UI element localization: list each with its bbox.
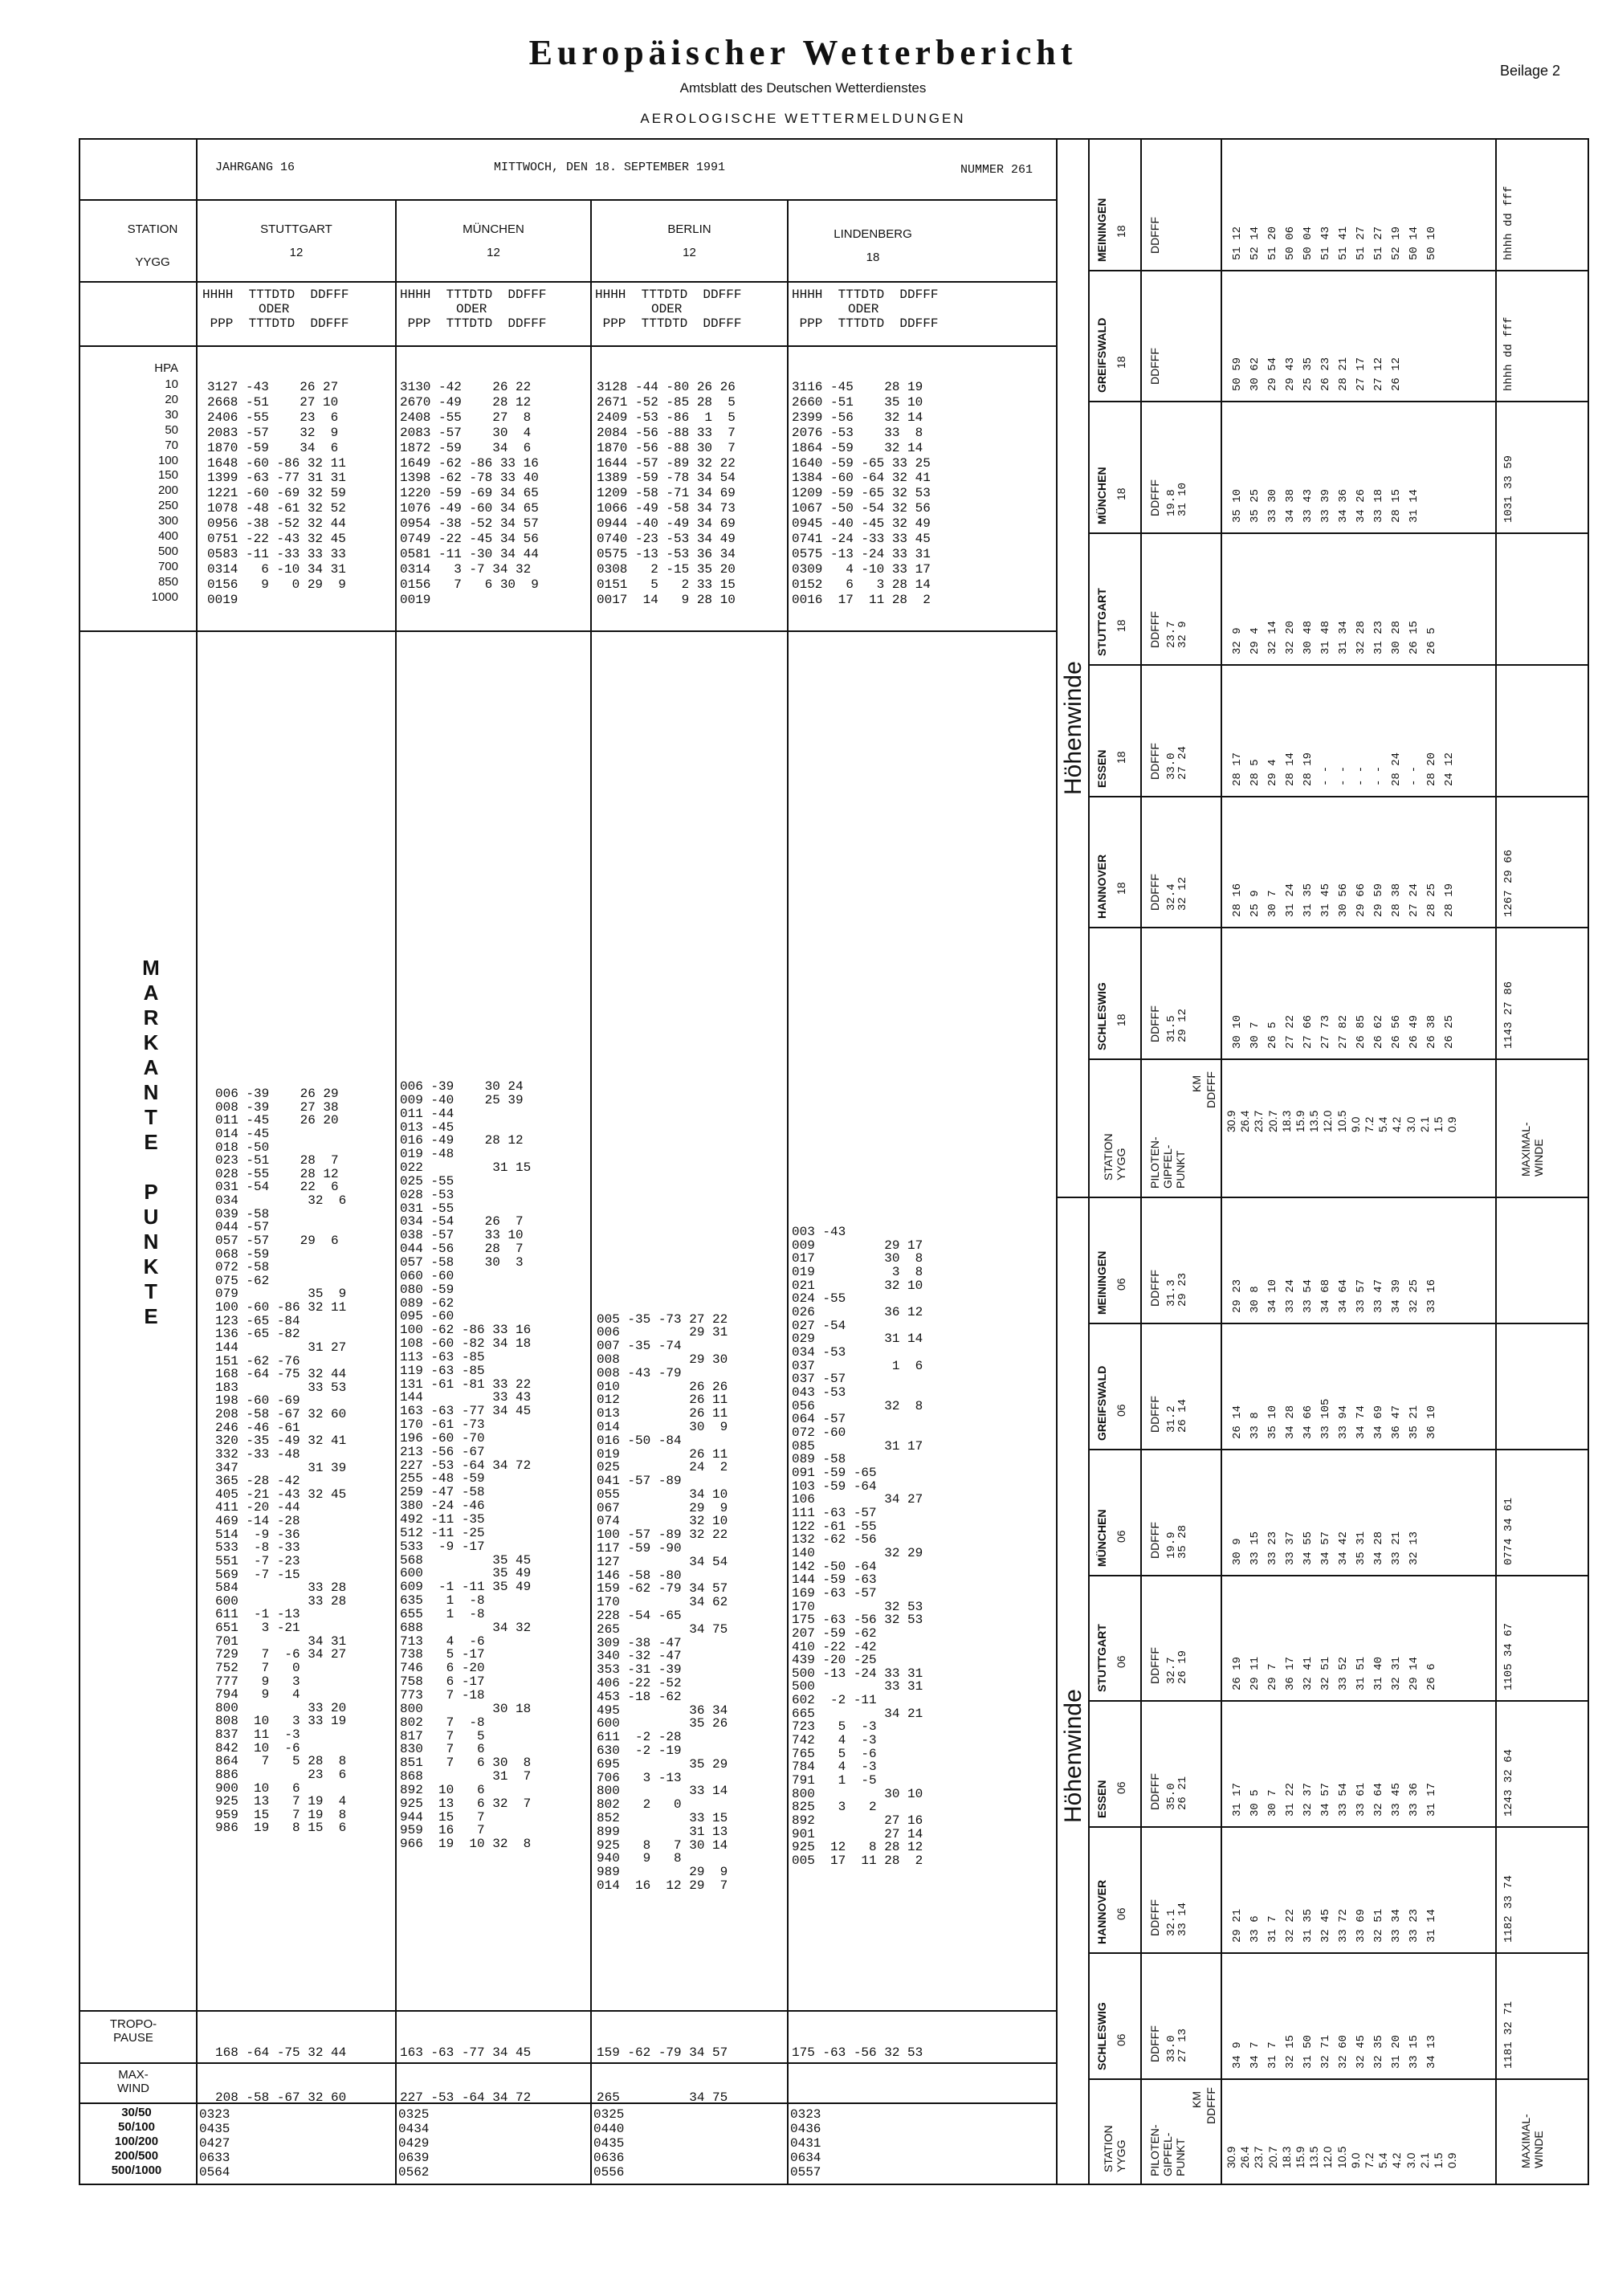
hoehenwinde-label: Höhenwinde: [1060, 661, 1086, 795]
ddfff-label: DDFFF: [1148, 1005, 1161, 1042]
ddfff-label: DDFFF: [1148, 1270, 1161, 1307]
hoehenwinde-label: Höhenwinde: [1060, 1689, 1086, 1823]
station-name: GREIFSWALD: [1095, 317, 1108, 393]
station-name: ESSEN: [1095, 1780, 1108, 1818]
markante-punkte-label: M A R K A N T E P U N K T E: [142, 956, 160, 1328]
tropopause-data: 168 -64 -75 32 44: [215, 2045, 347, 2060]
station-name: SCHLESWIG: [1095, 2002, 1108, 2070]
station-yygg: 18: [1115, 225, 1127, 238]
ddfff-label: DDFFF: [1148, 479, 1161, 516]
station-yygg: 06: [1115, 1404, 1127, 1417]
maxwind-data: 227 -53 -64 34 72: [400, 2090, 532, 2105]
report-subtitle: Amtsblatt des Deutschen Wetterdienstes: [679, 80, 927, 96]
layer-thickness-data: 0323 0436 0431 0634 0557: [790, 2107, 821, 2180]
max-wind-data: 1143 27 86: [1502, 981, 1515, 1049]
altitude-scale: 30.9 26.4 23.7 20.7 18.3 15.9 13.5 12.0 10.5 9.0 7.2 5.4 4.2 3.0 2.1 1.5 0.9: [1225, 1110, 1459, 1132]
wind-profile-data: 29 21 33 6 31 7 32 22 31 35 32 45 33 72 33 69 32 51 33 34 33 23 31 14: [1231, 1908, 1438, 1943]
station-yygg: 18: [1115, 882, 1127, 895]
significant-points-data: 006 -39 30 24 009 -40 25 39 011 -44 013 -45 016 -49 28 12 019 -48 022 31 15 025 -55 028 -53 031 -55 034 -54 26 7 038 -57 33 10 044 -56 28 7 057 -58 30 3 060 -60 080 -59 089 -62 095 -60 100 -62 -86 33 16 108 -60 -82 34 18 113 -63 -85 119 -63 -85 131 -61 -81 33 22 144 33 43 163 -63 -77 34 45 170 -61 -73 196 -60 -70 213 -56 -67 227 -53 -64 34 72 255 -48 -59 259 -47 -58 380 -24 -46 492 -11 -35 512 -11 -25 533 -9 -17 568 35 45 600 35 49 609 -1 -11 35 49 635 1 -8 655 1 -8 688 34 32 713 4 -6 738 5 -17 746 6 -20 758 6 -17 773 7 -18 800 30 18 802 7 -8 817 7 5 830 7 6 851 7 6 30 8 868 31 7 892 10 6 925 13 6 32 7 944 15 7 959 16 7 966 19 10 32 8: [400, 1079, 532, 1852]
maximal-winde-header: MAXIMAL- WINDE: [1519, 1122, 1545, 1177]
wind-profile-data: 32 9 29 4 32 14 32 20 30 48 31 48 31 34 32 28 31 23 30 28 26 15 26 5: [1231, 620, 1438, 655]
layer-labels: 30/50 50/100 100/200 200/500 500/1000: [111, 2106, 162, 2177]
pilot-peak-data: 19.8 31 10: [1165, 482, 1189, 516]
layer-thickness-data: 0325 0434 0429 0639 0562: [398, 2107, 430, 2180]
ddfff-label: DDFFF: [1148, 1773, 1161, 1810]
station-yygg: 06: [1115, 1530, 1127, 1543]
station-label: STATION: [127, 222, 178, 236]
layer-thickness-data: 0323 0435 0427 0633 0564: [199, 2107, 230, 2180]
ddfff-label: DDFFF: [1148, 1899, 1161, 1936]
station-name: BERLIN: [667, 222, 711, 236]
station-yygg: 06: [1115, 1907, 1127, 1920]
column-codes: HHHH TTTDTD DDFFF ODER PPP TTTDTD DDFFF: [202, 288, 349, 331]
layer-thickness-data: 0325 0440 0435 0636 0556: [593, 2107, 625, 2180]
standard-levels-data: 3127 -43 26 27 2668 -51 27 10 2406 -55 23 6 2083 -57 32 9 1870 -59 34 6 1648 -60 -86 32 11 1399 -63 -77 31 31 1221 -60 -69 32 59 1078 -48 -61 32 52 0956 -38 -52 32 44 0751 -22 -43 32 45 0583 -11 -33 33 33 0314 6 -10 34 31 0156 9 0 29 9 0019: [207, 380, 346, 607]
pilot-peak-header: PILOTEN- GIPFEL- PUNKT: [1148, 1136, 1187, 1189]
station-yygg: 18: [1115, 751, 1127, 764]
maxwind-data: 208 -58 -67 32 60: [215, 2090, 347, 2105]
ddfff-label: DDFFF: [1148, 1522, 1161, 1559]
station-yygg: 06: [1115, 1278, 1127, 1291]
pilot-peak-data: 32.1 33 14: [1165, 1902, 1189, 1936]
max-wind-data: hhhh dd fff: [1502, 186, 1515, 260]
tropopause-data: 163 -63 -77 34 45: [400, 2045, 532, 2060]
tropopause-data: 159 -62 -79 34 57: [597, 2045, 728, 2060]
ddfff-label: DDFFF: [1148, 743, 1161, 780]
section-title: AEROLOGISCHE WETTERMELDUNGEN: [640, 111, 966, 126]
column-codes: HHHH TTTDTD DDFFF ODER PPP TTTDTD DDFFF: [400, 288, 547, 331]
station-name: HANNOVER: [1095, 1879, 1108, 1944]
ddfff-label: DDFFF: [1148, 1647, 1161, 1684]
issue-number: NUMMER 261: [960, 163, 1033, 177]
maximal-winde-header: MAXIMAL- WINDE: [1519, 2114, 1545, 2168]
pilot-peak-data: 33.0 27 13: [1165, 2028, 1189, 2062]
max-wind-data: 1243 32 64: [1502, 1748, 1515, 1817]
station-name: SCHLESWIG: [1095, 982, 1108, 1050]
ddfff-label: DDFFF: [1148, 2025, 1161, 2062]
max-wind-data: 1181 32 71: [1502, 2000, 1515, 2069]
station-name: HANNOVER: [1095, 854, 1108, 919]
standard-levels-data: 3128 -44 -80 26 26 2671 -52 -85 28 5 2409 -53 -86 1 5 2084 -56 -88 33 7 1870 -56 -88 30 7 1644 -57 -89 32 22 1389 -59 -78 34 54 1209 -58 -71 34 69 1066 -49 -58 34 73 0944 -40 -49 34 69 0740 -23 -53 34 49 0575 -13 -53 36 34 0308 2 -15 35 20 0151 5 2 33 15 0017 14 9 28 10: [597, 380, 736, 607]
pilot-peak-data: 31.5 29 12: [1165, 1008, 1189, 1042]
max-wind-data: 1031 33 59: [1502, 455, 1515, 523]
maxwind-data: 265 34 75: [597, 2090, 728, 2105]
wind-profile-data: 51 12 52 14 51 20 50 06 50 04 51 43 51 41 51 27 51 27 52 19 50 14 50 10: [1231, 226, 1438, 260]
ddfff-label: DDFFF: [1148, 611, 1161, 648]
station-yygg-header: STATION YYGG: [1102, 2125, 1127, 2172]
wind-profile-data: 28 17 28 5 29 4 28 14 28 19 - - - - - - - - 28 24 - - 28 20 24 12: [1231, 752, 1456, 786]
station-name: STUTTGART: [1095, 1624, 1108, 1692]
station-yygg: 06: [1115, 1781, 1127, 1794]
station-yygg: 06: [1115, 1655, 1127, 1668]
wind-profile-data: 31 17 30 5 30 7 31 22 32 37 34 57 33 54 33 61 32 64 33 45 33 36 31 17: [1231, 1782, 1438, 1817]
pilot-peak-data: 35.0 26 21: [1165, 1776, 1189, 1810]
standard-levels-data: 3116 -45 28 19 2660 -51 35 10 2399 -56 32 14 2076 -53 33 8 1864 -59 32 14 1640 -59 -65 33 25 1384 -60 -64 32 41 1209 -59 -65 32 53 1067 -50 -54 32 56 0945 -40 -45 32 49 0741 -24 -33 33 45 0575 -13 -24 33 31 0309 4 -10 33 17 0152 6 3 28 14 0016 17 11 28 2: [792, 380, 931, 607]
km-label: KM: [1190, 1075, 1203, 1092]
ddfff-label: DDFFF: [1148, 874, 1161, 911]
station-name: MÜNCHEN: [1095, 1509, 1108, 1567]
station-name: GREIFSWALD: [1095, 1365, 1108, 1441]
station-name: ESSEN: [1095, 749, 1108, 788]
station-name: LINDENBERG: [834, 227, 912, 241]
supplement-label: Beilage 2: [1500, 63, 1561, 79]
max-wind-data: 1105 34 67: [1502, 1622, 1515, 1690]
station-yygg-header: STATION YYGG: [1102, 1133, 1127, 1181]
ddfff-label: DDFFF: [1148, 1396, 1161, 1433]
ddfff-label: DDFFF: [1148, 348, 1161, 385]
ddfff-label: DDFFF: [1204, 2087, 1217, 2124]
wind-profile-data: 26 19 29 11 29 7 36 17 32 41 32 51 33 52 31 51 31 40 32 31 29 14 26 6: [1231, 1656, 1438, 1690]
ddfff-label: DDFFF: [1204, 1071, 1217, 1108]
maxwind-label: MAX- WIND: [117, 2068, 149, 2095]
station-yygg: 18: [1115, 356, 1127, 369]
pilot-peak-header: PILOTEN- GIPFEL- PUNKT: [1148, 2124, 1187, 2176]
wind-profile-data: 28 16 25 9 30 7 31 24 31 35 31 45 30 56 29 66 29 59 28 38 27 24 28 25 28 19: [1231, 883, 1456, 917]
km-label: KM: [1190, 2091, 1203, 2108]
station-yygg: 12: [683, 246, 696, 259]
max-wind-data: 1267 29 66: [1502, 849, 1515, 917]
station-yygg: 18: [1115, 1013, 1127, 1026]
station-name: MÜNCHEN: [463, 222, 524, 236]
column-codes: HHHH TTTDTD DDFFF ODER PPP TTTDTD DDFFF: [792, 288, 939, 331]
wind-profile-data: 30 9 33 15 33 23 33 37 34 55 34 57 34 42 35 31 34 28 33 21 32 13: [1231, 1531, 1421, 1565]
date-label: MITTWOCH, DEN 18. SEPTEMBER 1991: [494, 161, 726, 174]
pilot-peak-data: 23.7 32 9: [1165, 621, 1189, 648]
report-title: Europäischer Wetterbericht: [528, 33, 1078, 72]
station-name: MEININGEN: [1095, 1250, 1108, 1315]
wind-profile-data: 34 9 34 7 31 7 32 15 31 50 32 71 32 60 32 45 32 35 31 20 33 15 34 13: [1231, 2034, 1438, 2069]
station-yygg: 12: [487, 246, 500, 259]
wind-profile-data: 29 23 30 8 34 10 33 24 33 54 34 68 34 64 33 57 33 47 34 39 32 25 33 16: [1231, 1279, 1438, 1313]
station-name: MEININGEN: [1095, 198, 1108, 262]
pilot-peak-data: 31.3 29 23: [1165, 1272, 1189, 1307]
wind-profile-data: 30 10 30 7 26 5 27 22 27 66 27 73 27 82 26 85 26 62 26 56 26 49 26 38 26 25: [1231, 1014, 1456, 1049]
hpa-label: HPA: [154, 361, 178, 375]
wind-profile-data: 35 10 35 25 33 30 34 38 33 43 33 39 34 36 34 26 33 18 28 15 31 14: [1231, 488, 1421, 523]
pilot-peak-data: 31.2 26 14: [1165, 1398, 1189, 1433]
station-name: STUTTGART: [260, 222, 332, 236]
station-name: MÜNCHEN: [1095, 467, 1108, 524]
wind-profile-data: 26 14 33 8 35 10 34 28 34 66 33 105 33 94 34 74 34 69 36 47 35 21 36 10: [1231, 1398, 1438, 1439]
max-wind-data: 0774 34 61: [1502, 1497, 1515, 1565]
tropopause-label: TROPO- PAUSE: [109, 2017, 157, 2045]
wind-profile-data: 50 59 30 62 29 54 29 43 25 35 26 23 28 21 27 17 27 12 26 12: [1231, 357, 1403, 391]
significant-points-data: 003 -43 009 29 17 017 30 8 019 3 8 021 32 10 024 -55 026 36 12 027 -54 029 31 14 034 -53 037 1 6 037 -57 043 -53 056 32 8 064 -57 072 -60 085 31 17 089 -58 091 -59 -65 103 -59 -64 106 34 27 111 -63 -57 122 -61 -55 132 -62 -56 140 32 29 142 -50 -64 144 -59 -63 169 -63 -57 170 32 53 175 -63 -56 32 53 207 -59 -62 410 -22 -42 439 -20 -25 500 -13 -24 33 31 500 33 31 602 -2 -11 665 34 21 723 5 -3 742 4 -3 765 5 -6 784 4 -3 791 1 -5 800 30 10 825 3 2 892 27 16 901 27 14 925 12 8 28 12 005 17 11 28 2: [792, 1225, 923, 1868]
station-yygg: 12: [289, 246, 304, 259]
significant-points-data: 006 -39 26 29 008 -39 27 38 011 -45 26 20 014 -45 018 -50 023 -51 28 7 028 -55 28 12 031 -54 22 6 034 32 6 039 -58 044 -57 057 -57 29 6 068 -59 072 -58 075 -62 079 35 9 100 -60 -86 32 11 123 -65 -84 136 -65 -82 144 31 27 151 -62 -76 168 -64 -75 32 44 183 33 53 198 -60 -69 208 -58 -67 32 60 246 -46 -61 320 -35 -49 32 41 332 -33 -48 347 31 39 365 -28 -42 405 -21 -43 32 45 411 -20 -44 469 -14 -28 514 -9 -36 533 -8 -33 551 -7 -23 569 -7 -15 584 33 28 600 33 28 611 -1 -13 651 3 -21 701 34 31 729 7 -6 34 27 752 7 0 777 9 3 794 9 4 800 33 20 808 10 3 33 19 837 11 -3 842 10 -6 864 7 5 28 8 886 23 6 900 10 6 925 13 7 19 4 959 15 7 19 8 986 19 8 15 6: [215, 1087, 347, 1836]
altitude-scale: 30.9 26.4 23.7 20.7 18.3 15.9 13.5 12.0 10.5 9.0 7.2 5.4 4.2 3.0 2.1 1.5 0.9: [1225, 2146, 1459, 2168]
pilot-peak-data: 32.7 26 19: [1165, 1650, 1189, 1684]
station-yygg: 18: [1115, 487, 1127, 500]
max-wind-data: 1182 33 74: [1502, 1874, 1515, 1943]
station-yygg: 18: [866, 251, 880, 264]
pilot-peak-data: 33.0 27 24: [1165, 745, 1189, 780]
pilot-peak-data: 32.4 32 12: [1165, 876, 1189, 911]
hpa-levels: 10 20 30 50 70 100 150 200 250 300 400 500 700 850 1000: [151, 377, 178, 604]
pilot-peak-data: 19.9 35 28: [1165, 1524, 1189, 1559]
max-wind-data: hhhh dd fff: [1502, 316, 1515, 391]
ddfff-label: DDFFF: [1148, 217, 1161, 254]
station-yygg: 18: [1115, 619, 1127, 632]
significant-points-data: 005 -35 -73 27 22 006 29 31 007 -35 -74 008 29 30 008 -43 -79 010 26 26 012 26 11 013 26 11 014 30 9 016 -50 -84 019 26 11 025 24 2 041 -57 -89 055 34 10 067 29 9 074 32 10 100 -57 -89 32 22 117 -59 -90 127 34 54 146 -58 -80 159 -62 -79 34 57 170 34 62 228 -54 -65 265 34 75 309 -38 -47 340 -32 -47 353 -31 -39 406 -22 -52 453 -18 -62 495 36 34 600 35 26 611 -2 -28 630 -2 -19 695 35 29 706 3 -13 800 33 14 802 2 0 852 33 15 899 31 13 925 8 7 30 14 940 9 8 989 29 9 014 16 12 29 7: [597, 1311, 728, 1893]
station-yygg: 06: [1115, 2033, 1127, 2046]
yygg-label: YYGG: [135, 255, 170, 269]
volume-label: JAHRGANG 16: [215, 161, 296, 174]
station-name: STUTTGART: [1095, 588, 1108, 656]
tropopause-data: 175 -63 -56 32 53: [792, 2045, 923, 2060]
standard-levels-data: 3130 -42 26 22 2670 -49 28 12 2408 -55 27 8 2083 -57 30 4 1872 -59 34 6 1649 -62 -86 33 16 1398 -62 -78 33 40 1220 -59 -69 34 65 1076 -49 -60 34 65 0954 -38 -52 34 57 0749 -22 -45 34 56 0581 -11 -30 34 44 0314 3 -7 34 32 0156 7 6 30 9 0019: [400, 380, 539, 607]
column-codes: HHHH TTTDTD DDFFF ODER PPP TTTDTD DDFFF: [595, 288, 742, 331]
